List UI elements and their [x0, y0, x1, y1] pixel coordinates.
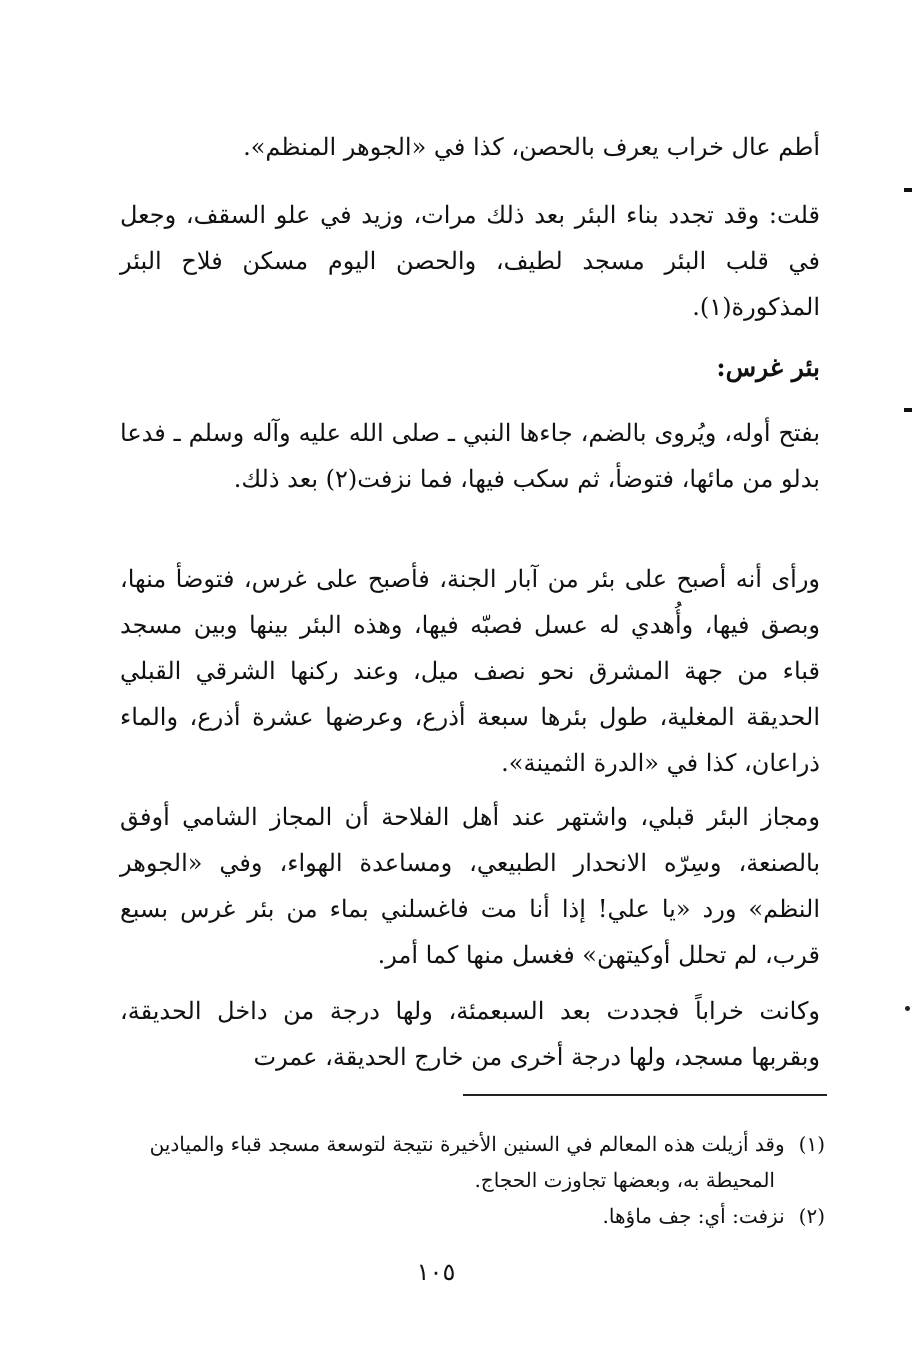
page-number: ١٠٥ [416, 1258, 456, 1286]
footnote-text: نزفت: أي: جف ماؤها. [602, 1204, 785, 1228]
paragraph-5: ورأى أنه أصبح على بئر من آبار الجنة، فأصبح على غرس، فتوضأ منها، وبصق فيها، وأُهدي له عسل فصبّه فيها، وهذه البئر بينها وبين مسجد قباء من جهة المشرق نحو نصف ميل، وعند ركنها الشرقي القبلي الحديقة المغلية، طول بئرها سبعة أذرع، وعرضها عشرة أذرع، والماء ذراعان، كذا في «الدرة الثمينة». [120, 565, 820, 777]
paragraph-6: ومجاز البئر قبلي، واشتهر عند أهل الفلاحة أن المجاز الشامي أوفق بالصنعة، وسِرّه الانحدار الطبيعي، ومساعدة الهواء، وفي «الجوهر النظم» ورد «يا علي! إذا أنا مت فاغسلني بماء من بئر غرس بسبع قرب، لم تحلل أوكيتهن» فغسل منها كما أمر. [120, 803, 820, 969]
paragraph-2: قلت: وقد تجدد بناء البئر بعد ذلك مرات، وزيد في علو السقف، وجعل في قلب البئر مسجد لطيف، والحصن اليوم مسكن فلاح البئر المذكورة(١). [120, 201, 820, 321]
section-heading: بئر غرس: [716, 353, 820, 382]
footnote-number: (٢) [798, 1204, 825, 1228]
margin-mark [905, 1006, 910, 1011]
footnote-separator [463, 1094, 827, 1096]
margin-mark [904, 188, 912, 192]
footnote-text: وقد أزيلت هذه المعالم في السنين الأخيرة نتيجة لتوسعة مسجد قباء والميادين [149, 1132, 785, 1156]
paragraph-1: أطم عال خراب يعرف بالحصن، كذا في «الجوهر المنظم». [243, 133, 820, 161]
margin-mark [904, 408, 912, 412]
footnotes [120, 1126, 825, 1234]
footnote-1 [120, 1126, 825, 1162]
footnote-2 [120, 1198, 825, 1234]
paragraph-7: وكانت خراباً فجددت بعد السبعمئة، ولها درجة من داخل الحديقة، وبقربها مسجد، ولها درجة أخرى من خارج الحديقة، عمرت [120, 997, 820, 1071]
footnote-number: (١) [798, 1132, 825, 1156]
paragraph-4: بفتح أوله، ويُروى بالضم، جاءها النبي ـ صلى الله عليه وآله وسلم ـ فدعا بدلو من مائها، فتوضأ، ثم سكب فيها، فما نزفت(٢) بعد ذلك. [120, 419, 820, 493]
footnote-1-continuation: المحيطة به، وبعضها تجاوزت الحجاج. [474, 1168, 775, 1192]
